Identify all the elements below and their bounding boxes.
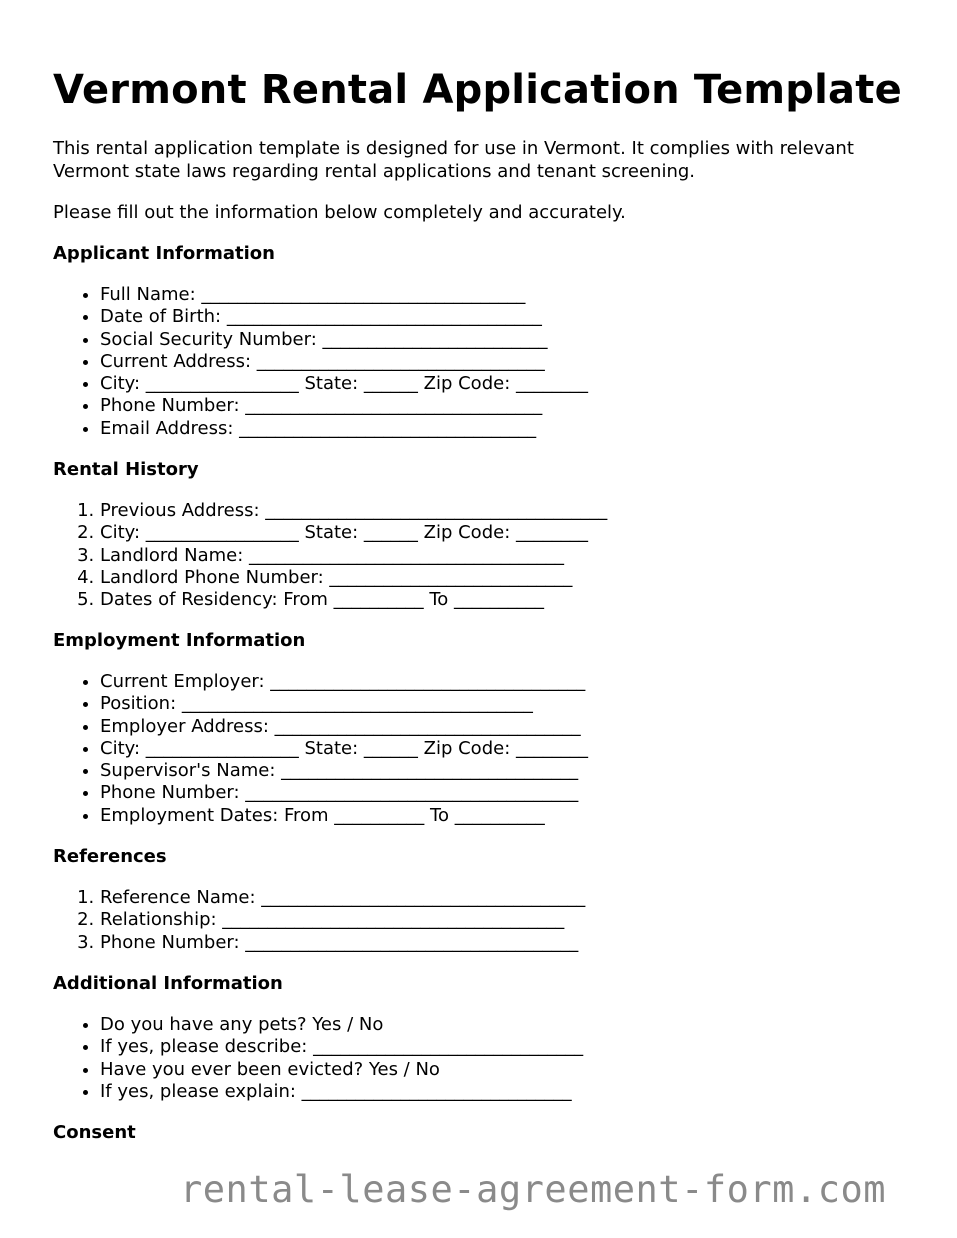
instruction-paragraph: Please fill out the information below completely and accurately. [53, 202, 626, 223]
additional-heading: Additional Information [53, 973, 283, 994]
rental-landlord-name: 3. Landlord Name: ___________________________________ [100, 545, 607, 567]
intro-paragraph: This rental application template is designed for use in Vermont. It complies with relevant Vermont state laws regarding rental applications and tenant screening. [53, 138, 854, 182]
applicant-full-name: • Full Name: ____________________________________ [100, 284, 588, 306]
watermark: rental-lease-agreement-form.com [180, 1168, 887, 1211]
applicant-list [53, 284, 588, 440]
additional-pets-describe: • If yes, please describe: ______________________________ [100, 1036, 583, 1058]
reference-name: 1. Reference Name: ____________________________________ [100, 887, 585, 909]
page-title: Vermont Rental Application Template [53, 67, 902, 113]
reference-relationship: 2. Relationship: ______________________________________ [100, 909, 585, 931]
applicant-dob: • Date of Birth: ___________________________________ [100, 306, 588, 328]
employment-city-state-zip: • City: _________________ State: ______ Zip Code: ________ [100, 738, 588, 760]
additional-evicted-explain: • If yes, please explain: ______________________________ [100, 1081, 583, 1103]
applicant-ssn: • Social Security Number: _________________________ [100, 329, 588, 351]
additional-list [53, 1014, 583, 1103]
employment-supervisor: • Supervisor's Name: _________________________________ [100, 760, 588, 782]
employment-heading: Employment Information [53, 630, 306, 651]
rental-history-heading: Rental History [53, 459, 199, 480]
rental-city-state-zip: 2. City: _________________ State: ______ Zip Code: ________ [100, 522, 607, 544]
rental-history-list [53, 500, 607, 611]
employment-position: • Position: _______________________________________ [100, 693, 588, 715]
employment-dates: • Employment Dates: From __________ To __________ [100, 805, 588, 827]
applicant-heading: Applicant Information [53, 243, 275, 264]
additional-evicted: • Have you ever been evicted? Yes / No [100, 1059, 583, 1081]
employment-list [53, 671, 588, 827]
references-list [53, 887, 585, 954]
references-heading: References [53, 846, 167, 867]
employment-current-employer: • Current Employer: ___________________________________ [100, 671, 588, 693]
employment-address: • Employer Address: __________________________________ [100, 716, 588, 738]
consent-heading: Consent [53, 1122, 136, 1143]
reference-phone: 3. Phone Number: _____________________________________ [100, 932, 585, 954]
additional-pets: • Do you have any pets? Yes / No [100, 1014, 583, 1036]
rental-previous-address: 1. Previous Address: ______________________________________ [100, 500, 607, 522]
rental-dates: 5. Dates of Residency: From __________ To __________ [100, 589, 607, 611]
employment-phone: • Phone Number: _____________________________________ [100, 782, 588, 804]
applicant-city-state-zip: • City: _________________ State: ______ Zip Code: ________ [100, 373, 588, 395]
rental-landlord-phone: 4. Landlord Phone Number: ___________________________ [100, 567, 607, 589]
applicant-email: • Email Address: _________________________________ [100, 418, 588, 440]
applicant-current-address: • Current Address: ________________________________ [100, 351, 588, 373]
applicant-phone: • Phone Number: _________________________________ [100, 395, 588, 417]
